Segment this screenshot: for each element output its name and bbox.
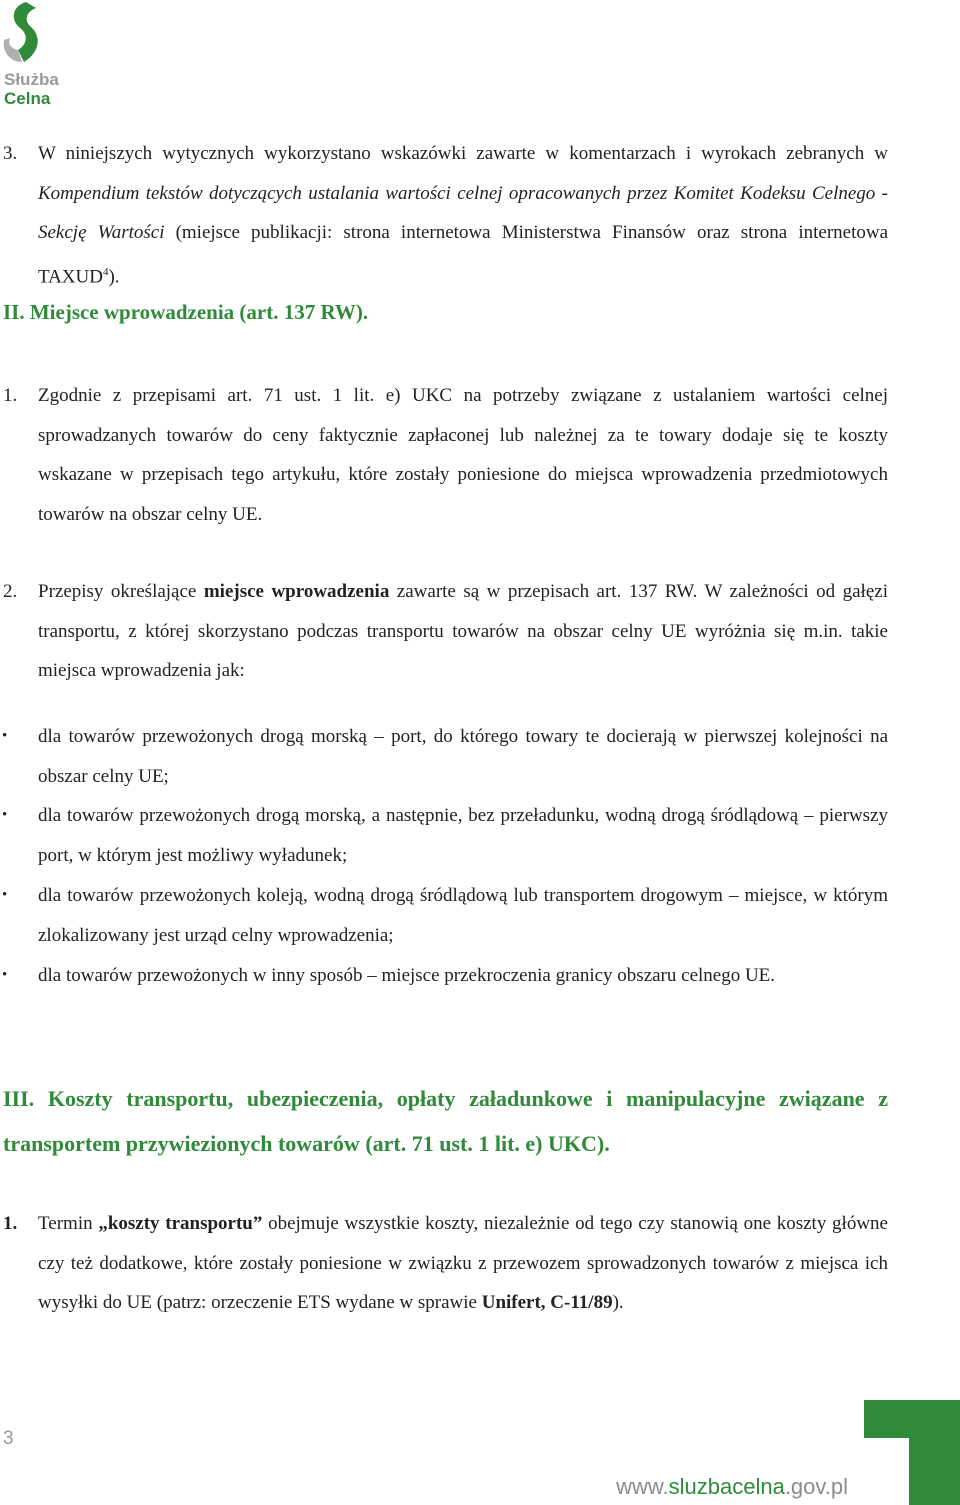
footnote-ref[interactable]: 4 — [102, 265, 109, 278]
section-heading-2: II. Miejsce wprowadzenia (art. 137 RW). — [3, 300, 369, 324]
url-part: sluzbacelna — [668, 1474, 785, 1499]
section-2-paragraph-2 — [38, 572, 888, 691]
url-part: www. — [616, 1474, 669, 1499]
logo-line2: Celna — [4, 89, 51, 108]
corner-decoration-icon — [864, 1400, 960, 1505]
bullet-icon: • — [2, 887, 8, 903]
bold-term: miejsce wprowadzenia — [203, 581, 390, 602]
logo — [0, 0, 70, 110]
text-run: (miejsce publikacji: strona internetowa Ministerstwa Finansów oraz strona internetowa TAXUD — [38, 222, 889, 287]
section-3-paragraph-1 — [38, 1204, 888, 1323]
section-2-paragraph-1: Zgodnie z przepisami art. 71 ust. 1 lit. e) UKC na potrzeby związane z ustalaniem wartości celnej sprowadzanych towarów do ceny faktycznie zapłaconej lub należnej za te towary dodaje się te koszty wskazane w przepisach tego artykułu, które zostały poniesione do miejsca wprowadzenia przedmiotowych towarów na obszar celny UE. — [38, 385, 888, 525]
logo-text — [4, 70, 59, 108]
bullet-icon: • — [2, 967, 8, 983]
paragraph-number: 1. — [3, 385, 18, 406]
text-run: Termin — [38, 1213, 99, 1234]
paragraph-number: 3. — [3, 143, 18, 164]
text-run: ). — [108, 265, 120, 287]
text-run: ). — [612, 1292, 624, 1313]
bold-term: „koszty transportu” — [98, 1213, 263, 1234]
paragraph-number: 1. — [3, 1213, 18, 1234]
text-run: Przepisy określające — [38, 581, 204, 602]
logo-mark-icon — [2, 0, 46, 64]
paragraph-3 — [38, 134, 888, 296]
list-item: dla towarów przewożonych drogą morską – port, do którego towary te docierają w pierwszej kolejności na obszar celny UE; — [38, 726, 888, 787]
case-reference: Unifert, C-11/89 — [481, 1292, 613, 1313]
footer-url[interactable] — [616, 1474, 848, 1500]
text-run: W niniejszych wytycznych wykorzystano wskazówki zawarte w komentarzach i wyrokach zebranych w — [38, 143, 888, 164]
text-run: obejmuje wszystkie koszty, niezależnie od tego czy stanowią one koszty główne czy też dodatkowe, które zostały poniesione w związku z przewozem sprowadzonych towarów z miejsca ich wysyłki do UE (patrz: orzeczenie ETS wydane w sprawie — [38, 1213, 888, 1313]
list-item: dla towarów przewożonych koleją, wodną drogą śródlądową lub transportem drogowym – miejsce, w którym zlokalizowany jest urząd celny wprowadzenia; — [38, 885, 888, 946]
logo-line1: Służba — [4, 70, 59, 89]
italic-title: Kompendium tekstów dotyczących ustalania wartości celnej opracowanych przez Komitet Kodeksu Celnego - Sekcję Wartości — [38, 182, 888, 243]
bullet-icon: • — [2, 728, 8, 744]
paragraph-number: 2. — [3, 581, 18, 602]
page-number: 3 — [3, 1428, 14, 1449]
section-heading-3: III. Koszty transportu, ubezpieczenia, opłaty załadunkowe i manipulacyjne związane z transportem przywiezionych towarów (art. 71 ust. 1 lit. e) UKC). — [3, 1086, 888, 1156]
list-item: dla towarów przewożonych drogą morską, a następnie, bez przeładunku, wodną drogą śródlądową – pierwszy port, w którym jest możliwy wyładunek; — [38, 805, 888, 866]
bullet-icon: • — [2, 807, 8, 823]
list-item: dla towarów przewożonych w inny sposób – miejsce przekroczenia granicy obszaru celnego UE. — [38, 965, 776, 986]
url-part: .gov.pl — [784, 1474, 848, 1499]
text-run: zawarte są w przepisach art. 137 RW. W zależności od gałęzi transportu, z której skorzystano podczas transportu towarów na obszar celny UE wyróżnia się m.in. takie miejsca wprowadzenia jak: — [38, 581, 888, 681]
